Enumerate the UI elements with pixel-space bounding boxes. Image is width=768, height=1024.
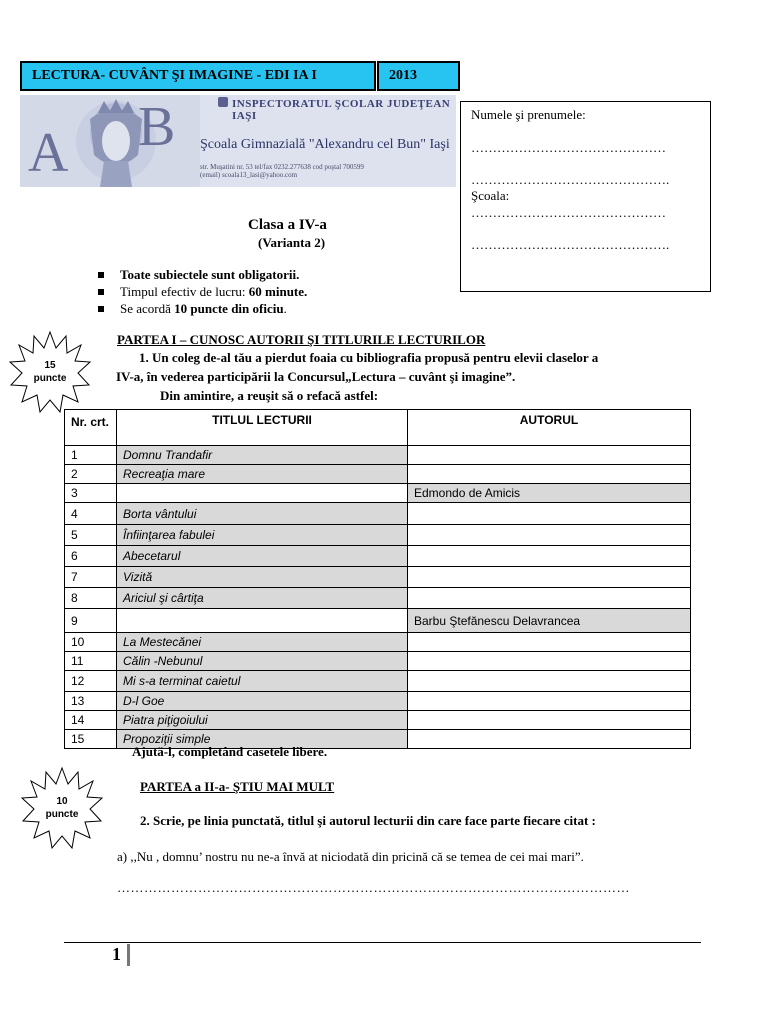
row-title: D-l Goe [117,692,408,711]
row-author[interactable] [408,525,691,546]
row-number: 3 [65,484,117,503]
row-author[interactable] [408,652,691,671]
part1-title: PARTEA I – CUNOSC AUTORII ŞI TITLURILE LECTURILOR [117,332,486,347]
rule-item [98,300,307,317]
header-author-text: AUTORUL [519,413,579,427]
inspectorate-name: INSPECTORATUL ŞCOLAR JUDEŢEAN IAŞI [232,98,451,122]
name-line-1[interactable]: ……………………………………… [471,140,666,155]
row-title: Borta vântului [117,503,408,525]
contest-year-text: 2013 [389,68,417,83]
row-author[interactable] [408,692,691,711]
school-line-1[interactable]: ……………………………………… [471,205,666,220]
table-row [65,711,691,730]
school-email-line: (email) scoala13_lasi@yahoo.com [200,171,298,179]
header-title [117,410,408,446]
points-badge-15 [8,330,92,414]
rule-text: Toate subiectele sunt obligatorii. [120,267,300,282]
row-title: Ariciul şi cârtiţa [117,588,408,609]
question-1-line-2: IV-a, în vederea participării la Concursul„Lectura – cuvânt şi imagine”. [116,369,516,384]
rule-item [98,266,307,283]
row-author[interactable] [408,567,691,588]
bibliography-table [64,409,691,749]
table-row [65,692,691,711]
table-row [65,652,691,671]
question-1-line-1: 1. Un coleg de-al tău a pierdut foaia cu bibliografia propusă pentru elevii claselor a [139,350,599,365]
row-number: 1 [65,446,117,465]
row-number: 14 [65,711,117,730]
rule-text: Timpul efectiv de lucru: [120,284,246,299]
row-author: Edmondo de Amicis [408,484,691,503]
school-line-2[interactable]: ………………………………………. [471,237,670,252]
row-number: 15 [65,730,117,749]
row-author[interactable] [408,546,691,567]
row-title: Domnu Trandafir [117,446,408,465]
class-title: Clasa a IV-a [248,217,327,233]
table-row [65,633,691,652]
table-row [65,465,691,484]
student-info-box [460,101,711,292]
row-author[interactable] [408,588,691,609]
contest-year [377,61,460,91]
row-number: 11 [65,652,117,671]
school-address [200,163,450,179]
row-title[interactable] [117,609,408,633]
row-number: 6 [65,546,117,567]
points-badge-10 [20,766,104,850]
row-title: Vizită [117,567,408,588]
table-row [65,503,691,525]
row-title: Abecetarul [117,546,408,567]
row-number: 8 [65,588,117,609]
header-author [408,410,691,446]
badge-value: 15 [44,360,56,371]
row-title: Recreaţia mare [117,465,408,484]
row-title: La Mestecănei [117,633,408,652]
bullet-square-icon [98,289,104,295]
badge-unit: puncte [33,373,67,384]
question-2: 2. Scrie, pe linia punctată, titlul şi autorul lecturii din care face parte fiecare citat : [140,813,596,828]
question-1-line-3: Din amintire, a reuşit să o refacă astfel: [160,388,379,403]
header-nr [65,410,117,446]
row-number: 9 [65,609,117,633]
name-label: Numele şi prenumele: [471,107,586,122]
row-author[interactable] [408,633,691,652]
row-number: 12 [65,671,117,692]
bullet-square-icon [98,272,104,278]
contest-title [20,61,376,91]
badge-text [20,766,104,850]
page-number: 1 [112,944,121,964]
row-title: Înfiinţarea fabulei [117,525,408,546]
contest-title-text: LECTURA- CUVÂNT ŞI IMAGINE - EDI IA I [32,68,317,83]
header-nr-text: Nr. crt. [71,415,110,429]
table-row [65,546,691,567]
answer-line-a[interactable]: …………………………………………………………………………………………………… [117,880,630,895]
table-row [65,567,691,588]
rule-bold: 60 minute. [248,284,308,299]
table-row [65,671,691,692]
variant-label: (Varianta 2) [258,235,326,250]
table-instruction: Ajută-l, completând casetele libere. [132,744,328,759]
table-row [65,588,691,609]
table-row [65,525,691,546]
footer-divider [64,942,701,943]
table-row [65,484,691,503]
table-row [65,609,691,633]
row-author[interactable] [408,446,691,465]
header-title-text: TITLUL LECTURII [212,413,312,427]
row-author[interactable] [408,730,691,749]
badge-unit: puncte [45,809,79,820]
rule-item [98,283,307,300]
row-title: Piatra piţigoiului [117,711,408,730]
row-number: 2 [65,465,117,484]
row-author[interactable] [408,465,691,484]
bullet-square-icon [98,306,104,312]
table-row [65,446,691,465]
row-number: 4 [65,503,117,525]
quote-a: a) ,,Nu , domnu’ nostru nu ne-a învă at niciodată din pricină că se temea de cei mai mari”. [117,849,584,864]
page-number-bar [127,944,130,966]
name-line-2[interactable]: ………………………………………. [471,172,670,187]
row-author[interactable] [408,503,691,525]
school-banner [20,95,456,187]
badge-text [8,330,92,414]
row-title: Călin -Nebunul [117,652,408,671]
logo-letter-a: A [28,122,69,184]
school-address-line: str. Muşatini nr. 53 tel/fax 0232.277638 cod poştal 700599 [200,163,364,171]
rule-bold: 10 puncte din oficiu [174,301,284,316]
table-header-row [65,410,691,446]
rules-list [98,266,307,317]
row-author: Barbu Ştefănescu Delavrancea [408,609,691,633]
badge-value: 10 [56,796,68,807]
school-name: Şcoala Gimnazială "Alexandru cel Bun" Iaşi [200,137,450,152]
row-author[interactable] [408,711,691,730]
part2-title: PARTEA a II-a- ŞTIU MAI MULT [140,779,335,794]
row-author[interactable] [408,671,691,692]
row-number: 10 [65,633,117,652]
logo-letter-b: B [138,96,176,158]
row-title: Mi s-a terminat caietul [117,671,408,692]
row-title: Propoziţii simple [117,730,408,749]
row-title[interactable] [117,484,408,503]
crest-icon [218,97,228,107]
row-number: 5 [65,525,117,546]
row-number: 7 [65,567,117,588]
rule-tail: . [283,301,287,316]
school-label: Şcoala: [471,188,510,203]
rule-text: Se acordă [120,301,171,316]
row-number: 13 [65,692,117,711]
